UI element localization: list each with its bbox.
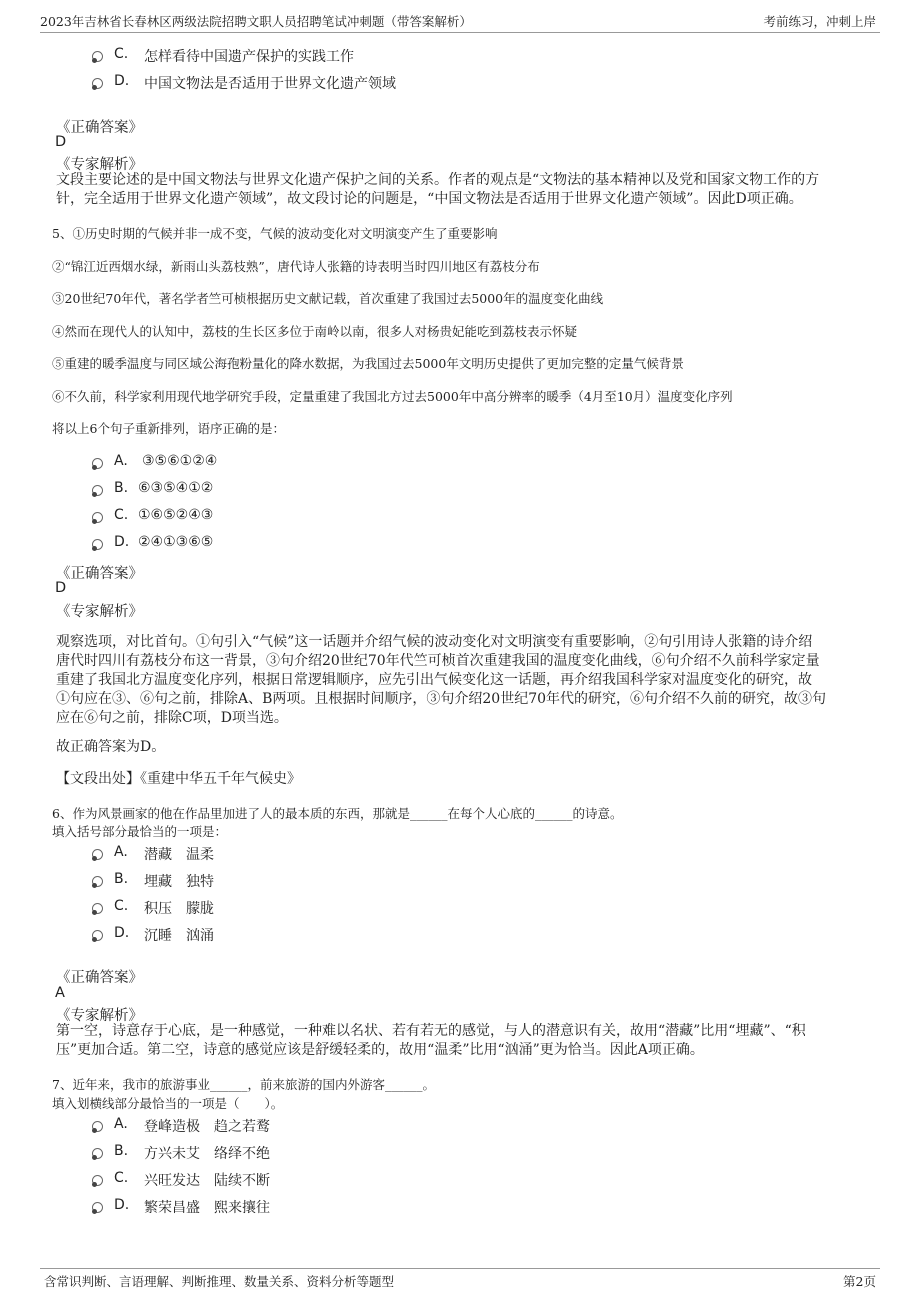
option-text: ②④①③⑥⑤	[138, 534, 214, 550]
page-number: 第2页	[843, 1274, 876, 1289]
analysis-line: 唐代时四川有荔枝分布这一背景，③句介绍20世纪70年代竺可桢首次重建我国的温度变化曲线，⑥句介绍不久前科学家定量	[56, 653, 820, 669]
q7-prompt: 填入划横线部分最恰当的一项是（ ）。	[52, 1096, 284, 1111]
option-text: 埋藏 独特	[144, 874, 214, 890]
answer-label: 《正确答案》	[56, 566, 143, 582]
footer-note: 含常识判断、言语理解、判断推理、数量关系、资料分析等题型	[44, 1274, 395, 1289]
answer-value: D	[55, 134, 67, 150]
page-footer	[0, 1264, 920, 1302]
answer-label: 《正确答案》	[56, 970, 143, 986]
option-text: 沉睡 汹涌	[144, 928, 214, 944]
option-letter: A.	[114, 453, 128, 469]
analysis-line: 第一空，诗意存于心底，是一种感觉，一种难以名状、若有若无的感觉，与人的潜意识有关，故用“潜藏”比用“埋藏”、“积	[56, 1023, 806, 1039]
radio-icon[interactable]	[92, 1121, 103, 1132]
option-letter: D.	[114, 534, 130, 550]
analysis-line: 重建了我国北方温度变化序列，根据日常逻辑顺序，应先引出气候变化这一话题，再介绍我国科学家对温度变化的研究，故	[56, 672, 812, 688]
answer-label: 《正确答案》	[56, 120, 143, 136]
page-header	[0, 0, 920, 34]
radio-icon[interactable]	[92, 539, 103, 550]
q7-stem: 7、近年来，我市的旅游事业______，前来旅游的国内外游客______。	[52, 1077, 435, 1092]
option-letter: D.	[114, 1197, 130, 1213]
footer-divider	[40, 1268, 880, 1269]
radio-icon[interactable]	[92, 78, 103, 89]
radio-icon[interactable]	[92, 876, 103, 887]
option-letter: B.	[114, 480, 129, 496]
q5-sentence-6: ⑥不久前，科学家利用现代地学研究手段，定量重建了我国北方过去5000年中高分辨率的暖季（4月至10月）温度变化序列	[52, 389, 733, 404]
radio-icon[interactable]	[92, 903, 103, 914]
option-text: 中国文物法是否适用于世界文化遗产领域	[144, 76, 396, 92]
option-letter: D.	[114, 925, 130, 941]
option-letter: C.	[114, 898, 129, 914]
option-text: 积压 朦胧	[144, 901, 214, 917]
q5-sentence-5: ⑤重建的暖季温度与同区域公海孢粉量化的降水数据，为我国过去5000年文明历史提供了更加完整的定量气候背景	[52, 356, 684, 371]
option-letter: B.	[114, 1143, 129, 1159]
analysis-line: 应在⑥句之前，排除C项，D项当选。	[56, 710, 288, 726]
option-text: 怎样看待中国遗产保护的实践工作	[144, 49, 354, 65]
option-letter: A.	[114, 844, 128, 860]
option-text: ⑥③⑤④①②	[138, 480, 214, 496]
radio-icon[interactable]	[92, 51, 103, 62]
q5-source: 【文段出处】《重建中华五千年气候史》	[56, 771, 301, 787]
option-letter: B.	[114, 871, 129, 887]
header-divider	[40, 32, 880, 33]
analysis-line: 文段主要论述的是中国文物法与世界文化遗产保护之间的关系。作者的观点是“文物法的基本精神以及党和国家文物工作的方	[56, 172, 820, 188]
radio-icon[interactable]	[92, 849, 103, 860]
analysis-label: 《专家解析》	[56, 604, 143, 620]
analysis-line: 压”更加合适。第二空，诗意的感觉应该是舒缓轻柔的，故用“温柔”比用“汹涌”更为恰当。因此A项正确。	[56, 1042, 704, 1058]
answer-value: D	[55, 580, 67, 596]
radio-icon[interactable]	[92, 512, 103, 523]
q5-analysis	[56, 633, 876, 728]
radio-icon[interactable]	[92, 458, 103, 469]
q5-sentence-4: ④然而在现代人的认知中，荔枝的生长区多位于南岭以南，很多人对杨贵妃能吃到荔枝表示怀疑	[52, 324, 578, 339]
radio-icon[interactable]	[92, 485, 103, 496]
q5-sentence-3: ③20世纪70年代，著名学者竺可桢根据历史文献记载，首次重建了我国过去5000年的温度变化曲线	[52, 291, 604, 306]
analysis-label: 《专家解析》	[56, 1008, 143, 1024]
analysis-line: 观察选项，对比首句。①句引入“气候”这一话题并介绍气候的波动变化对文明演变有重要影响，②句引用诗人张籍的诗介绍	[56, 634, 813, 650]
q5-sentence-1: 5、①历史时期的气候并非一成不变，气候的波动变化对文明演变产生了重要影响	[52, 226, 498, 241]
q4-analysis	[56, 171, 876, 209]
option-text: ③⑤⑥①②④	[142, 453, 218, 469]
answer-value: A	[55, 985, 65, 1001]
radio-icon[interactable]	[92, 930, 103, 941]
option-letter: C.	[114, 46, 129, 62]
q6-stem: 6、作为风景画家的他在作品里加进了人的最本质的东西，那就是______在每个人心底的______的诗意。	[52, 806, 623, 821]
option-text: 方兴未艾 络绎不绝	[144, 1146, 270, 1162]
option-text: 潜藏 温柔	[144, 847, 214, 863]
q5-prompt: 将以上6个句子重新排列，语序正确的是：	[52, 421, 285, 436]
option-letter: A.	[114, 1116, 128, 1132]
option-text: 登峰造极 趋之若鹜	[144, 1119, 270, 1135]
option-letter: C.	[114, 507, 129, 523]
header-title: 2023年吉林省长春林区两级法院招聘文职人员招聘笔试冲刺题（带答案解析）	[40, 14, 472, 29]
analysis-line: 针，完全适用于世界文化遗产领域”，故文段讨论的问题是，“中国文物法是否适用于世界文化遗产领域”。因此D项正确。	[56, 191, 803, 207]
radio-icon[interactable]	[92, 1148, 103, 1159]
option-letter: D.	[114, 73, 130, 89]
option-text: ①⑥⑤②④③	[138, 507, 214, 523]
option-text: 兴旺发达 陆续不断	[144, 1173, 270, 1189]
analysis-label: 《专家解析》	[56, 157, 143, 173]
q5-sentence-2: ②“锦江近西烟水绿，新雨山头荔枝熟”，唐代诗人张籍的诗表明当时四川地区有荔枝分布	[52, 259, 540, 274]
option-letter: C.	[114, 1170, 129, 1186]
radio-icon[interactable]	[92, 1202, 103, 1213]
q5-conclusion: 故正确答案为D。	[56, 739, 166, 755]
q6-prompt: 填入括号部分最恰当的一项是：	[52, 824, 228, 839]
option-text: 繁荣昌盛 熙来攘往	[144, 1200, 270, 1216]
radio-icon[interactable]	[92, 1175, 103, 1186]
analysis-line: ①句应在③、⑥句之前，排除A、B两项。且根据时间顺序，③句介绍20世纪70年代的研究，⑥句介绍不久前的研究，故③句	[56, 691, 827, 707]
header-slogan: 考前练习，冲刺上岸	[763, 14, 876, 29]
q6-analysis	[56, 1022, 876, 1060]
